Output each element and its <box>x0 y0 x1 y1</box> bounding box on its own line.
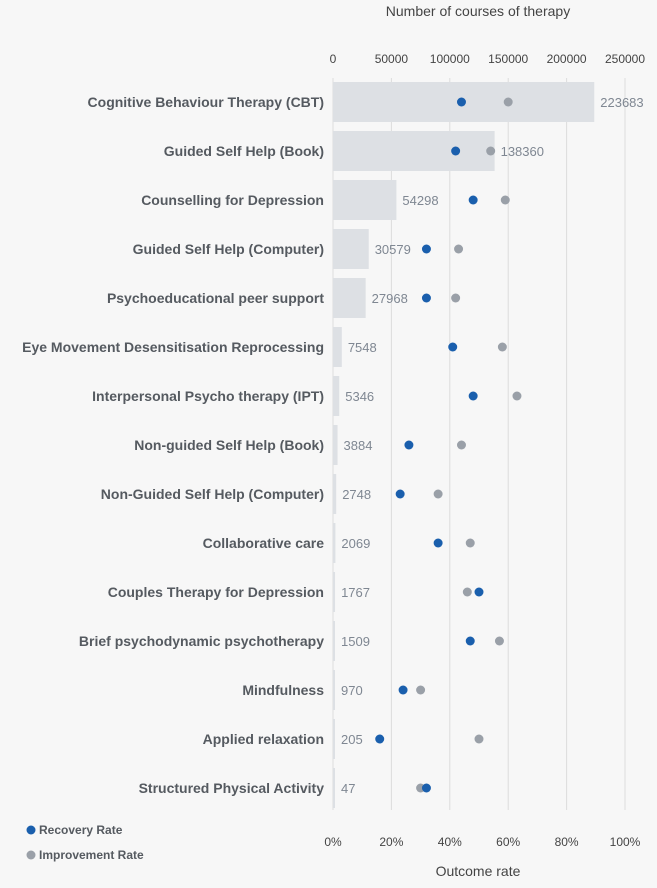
bottom-axis-tick-label: 60% <box>496 835 521 849</box>
legend-recovery-marker <box>27 826 36 835</box>
improvement-rate-point <box>504 98 513 107</box>
top-axis-tick-label: 100000 <box>429 52 470 66</box>
courses-bar <box>333 768 335 808</box>
courses-value-label: 54298 <box>402 193 439 208</box>
category-label: Guided Self Help (Book) <box>163 143 324 159</box>
courses-value-label: 47 <box>341 781 356 796</box>
courses-value-label: 205 <box>341 732 363 747</box>
courses-bar <box>333 670 335 710</box>
courses-value-label: 1509 <box>341 634 370 649</box>
legend-improvement-marker <box>27 851 36 860</box>
top-axis-tick-label: 0 <box>329 52 337 66</box>
category-label: Collaborative care <box>202 535 324 551</box>
recovery-rate-point <box>434 539 443 548</box>
recovery-rate-point <box>448 343 457 352</box>
recovery-rate-point <box>422 784 431 793</box>
bottom-axis-tick-label: 40% <box>437 835 462 849</box>
recovery-rate-point <box>422 294 431 303</box>
courses-bar <box>333 719 335 759</box>
bottom-axis-tick-label: 0% <box>324 835 342 849</box>
improvement-rate-point <box>466 539 475 548</box>
recovery-rate-point <box>396 490 405 499</box>
bottom-axis-tick-label: 20% <box>379 835 404 849</box>
courses-value-label: 1767 <box>341 585 370 600</box>
recovery-rate-point <box>466 637 475 646</box>
courses-bar <box>333 425 338 465</box>
improvement-rate-point <box>457 441 466 450</box>
recovery-rate-point <box>399 686 408 695</box>
top-axis-title: Number of courses of therapy <box>385 3 571 19</box>
bottom-axis-title: Outcome rate <box>435 863 521 879</box>
courses-value-label: 27968 <box>371 291 408 306</box>
top-axis-tick-label: 150000 <box>488 52 529 66</box>
courses-value-label: 223683 <box>600 95 644 110</box>
courses-value-label: 3884 <box>343 438 373 453</box>
legend-recovery-label: Recovery Rate <box>39 823 123 837</box>
category-label: Mindfulness <box>242 682 324 698</box>
recovery-rate-point <box>375 735 384 744</box>
category-label: Non-guided Self Help (Book) <box>134 437 324 453</box>
courses-bar <box>333 621 335 661</box>
category-label: Eye Movement Desensitisation Reprocessing <box>22 339 324 355</box>
recovery-rate-point <box>422 245 431 254</box>
top-axis-tick-label: 50000 <box>374 52 409 66</box>
courses-bar <box>333 376 339 416</box>
top-axis-tick-label: 200000 <box>546 52 587 66</box>
courses-bar <box>333 572 335 612</box>
bottom-axis-tick-label: 100% <box>609 835 641 849</box>
category-label: Non-Guided Self Help (Computer) <box>100 486 324 502</box>
category-label: Brief psychodynamic psychotherapy <box>78 633 324 649</box>
category-label: Cognitive Behaviour Therapy (CBT) <box>87 94 324 110</box>
courses-bar <box>333 523 335 563</box>
improvement-rate-point <box>486 147 495 156</box>
category-label: Couples Therapy for Depression <box>107 584 324 600</box>
recovery-rate-point <box>469 392 478 401</box>
courses-value-label: 2748 <box>342 487 372 502</box>
courses-bar <box>333 131 495 171</box>
courses-bar <box>333 474 336 514</box>
improvement-rate-point <box>454 245 463 254</box>
courses-value-label: 5346 <box>345 389 375 404</box>
recovery-rate-point <box>469 196 478 205</box>
improvement-rate-point <box>475 735 484 744</box>
improvement-rate-point <box>463 588 472 597</box>
improvement-rate-point <box>416 686 425 695</box>
legend-improvement-label: Improvement Rate <box>39 848 144 862</box>
courses-bar <box>333 278 366 318</box>
improvement-rate-point <box>451 294 460 303</box>
improvement-rate-point <box>498 343 507 352</box>
courses-value-label: 2069 <box>341 536 371 551</box>
category-label: Counselling for Depression <box>141 192 324 208</box>
improvement-rate-point <box>501 196 510 205</box>
category-label: Structured Physical Activity <box>138 780 324 796</box>
category-label: Interpersonal Psycho therapy (IPT) <box>92 388 324 404</box>
bottom-axis-tick-label: 80% <box>554 835 579 849</box>
category-label: Guided Self Help (Computer) <box>132 241 324 257</box>
recovery-rate-point <box>451 147 460 156</box>
recovery-rate-point <box>475 588 484 597</box>
recovery-rate-point <box>404 441 413 450</box>
top-axis-tick-label: 250000 <box>604 52 646 66</box>
courses-bar <box>333 180 396 220</box>
recovery-rate-point <box>457 98 466 107</box>
courses-bar <box>333 327 342 367</box>
category-label: Psychoeducational peer support <box>106 290 324 306</box>
courses-value-label: 7548 <box>347 340 377 355</box>
courses-value-label: 30579 <box>374 242 411 257</box>
category-label: Applied relaxation <box>202 731 324 747</box>
courses-bar <box>333 229 369 269</box>
courses-value-label: 138360 <box>500 144 544 159</box>
improvement-rate-point <box>512 392 521 401</box>
improvement-rate-point <box>434 490 443 499</box>
improvement-rate-point <box>495 637 504 646</box>
courses-value-label: 970 <box>341 683 363 698</box>
